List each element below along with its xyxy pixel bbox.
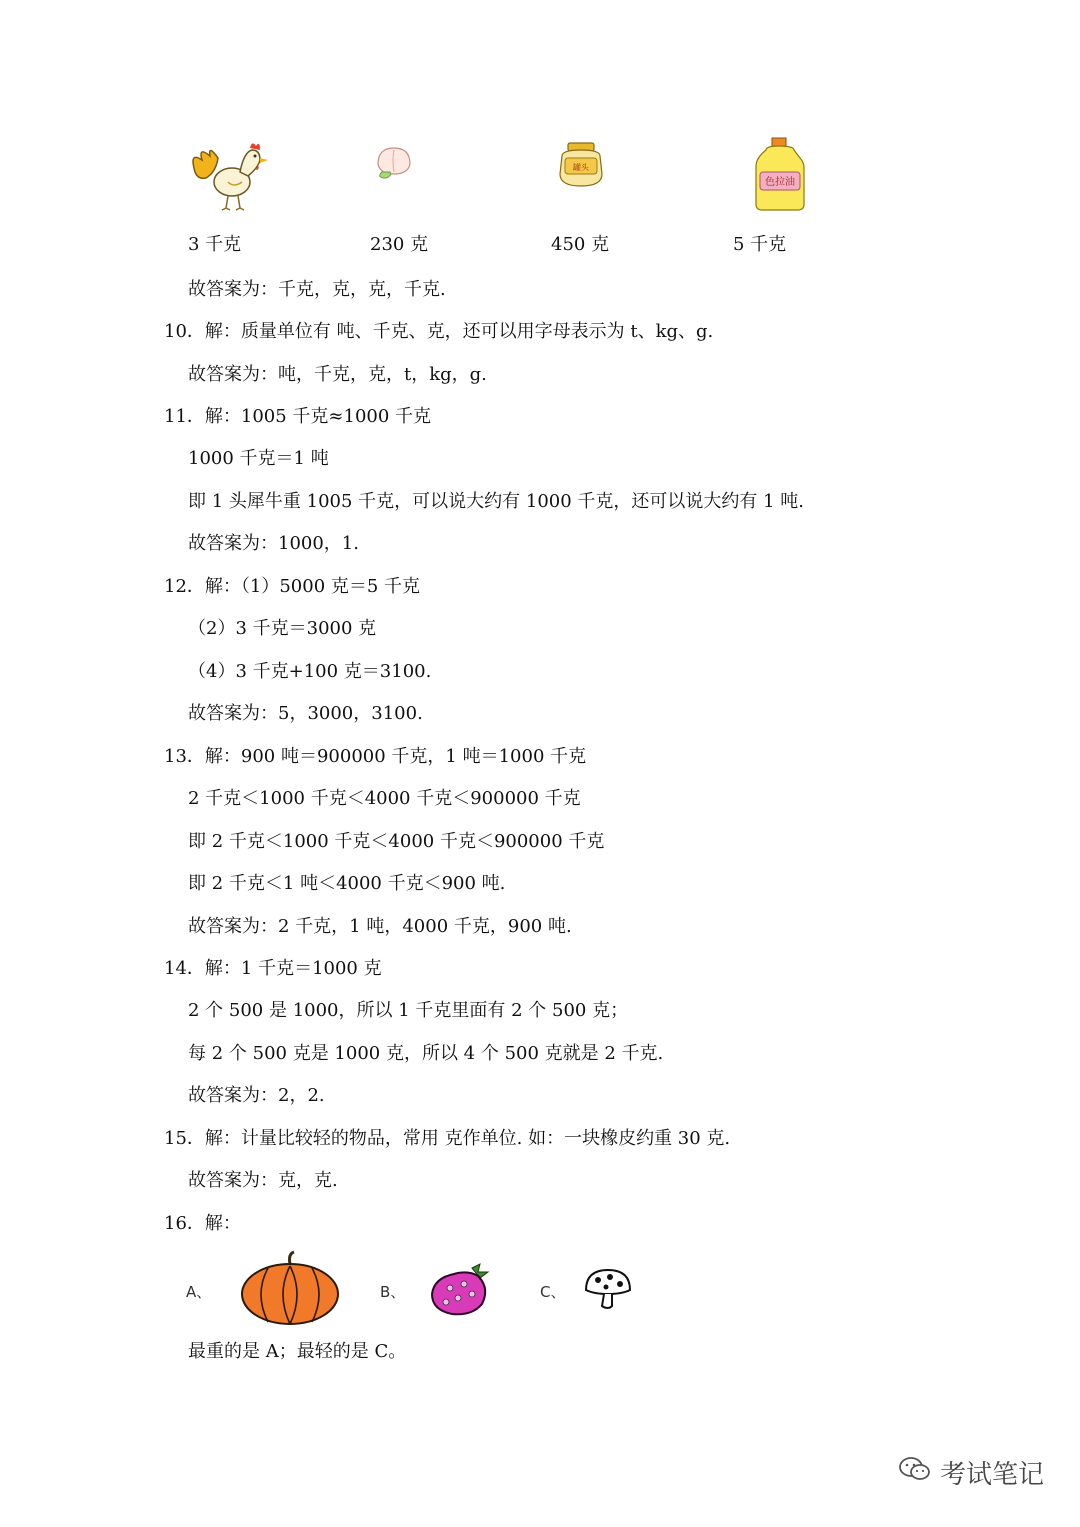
solution-14-step: 每 2 个 500 克是 1000 克，所以 4 个 500 克就是 2 千克.: [188, 1043, 664, 1064]
answer-line-11: 故答案为：1000，1.: [188, 533, 359, 554]
watermark: [898, 1454, 1044, 1491]
solution-11-step: 1000 千克＝1 吨: [188, 448, 329, 469]
oil-weight: 5 千克: [733, 234, 787, 255]
solution-10: 10．解：质量单位有 吨、千克、克，还可以用字母表示为 t、kg、g.: [164, 321, 714, 342]
solution-13: 13．解：900 吨＝900000 千克，1 吨＝1000 千克: [164, 746, 587, 767]
answer-line-10: 故答案为：吨，千克，克，t，kg，g.: [188, 364, 487, 385]
oil-bottle-icon: [752, 136, 808, 212]
solution-12-step: （4）3 千克+100 克＝3100.: [188, 661, 432, 682]
solution-13-step: 即 2 千克＜1 吨＜4000 千克＜900 吨.: [188, 873, 506, 894]
option-c-label: C、: [540, 1283, 566, 1301]
watermark-text: 考试笔记: [940, 1460, 1045, 1490]
answer-line-9: 故答案为：千克，克，克，千克.: [188, 279, 446, 300]
solution-12-step: （2）3 千克＝3000 克: [188, 618, 377, 639]
jar-weight: 450 克: [551, 234, 610, 255]
option-a-label: A、: [186, 1283, 212, 1301]
answer-line-15: 故答案为：克，克.: [188, 1170, 338, 1191]
jar-icon: [554, 140, 608, 190]
rooster-icon: [188, 138, 272, 212]
final-answer-16: 最重的是 A；最轻的是 C。: [188, 1341, 407, 1362]
rooster-weight: 3 千克: [188, 234, 242, 255]
solution-13-step: 2 千克＜1000 千克＜4000 千克＜900000 千克: [188, 788, 581, 809]
answer-line-13: 故答案为：2 千克，1 吨，4000 千克，900 吨.: [188, 916, 572, 937]
answer-line-14: 故答案为：2，2.: [188, 1085, 325, 1106]
solution-14-step: 2 个 500 是 1000，所以 1 千克里面有 2 个 500 克；: [188, 1000, 629, 1021]
peach-icon: [372, 142, 416, 182]
mushroom-icon: [582, 1266, 634, 1312]
peach-weight: 230 克: [370, 234, 429, 255]
answer-line-12: 故答案为：5，3000，3100.: [188, 703, 423, 724]
svg-text:罐头: 罐头: [573, 163, 589, 172]
solution-16: 16．解：: [164, 1213, 241, 1234]
option-b-label: B、: [380, 1283, 406, 1301]
solution-11: 11．解：1005 千克≈1000 千克: [164, 406, 432, 427]
solution-15: 15．解：计量比较轻的物品，常用 克作单位. 如：一块橡皮约重 30 克.: [164, 1128, 731, 1149]
pumpkin-icon: [238, 1250, 342, 1328]
wechat-icon: [898, 1455, 932, 1490]
solution-14: 14．解：1 千克＝1000 克: [164, 958, 382, 979]
solution-12: 12．解：（1）5000 克＝5 千克: [164, 576, 421, 597]
svg-text:色拉油: 色拉油: [765, 177, 795, 188]
solution-11-step: 即 1 头犀牛重 1005 千克，可以说大约有 1000 千克，还可以说大约有 1 吨.: [188, 491, 805, 512]
solution-13-step: 即 2 千克＜1000 千克＜4000 千克＜900000 千克: [188, 831, 605, 852]
strawberry-icon: [428, 1262, 494, 1318]
